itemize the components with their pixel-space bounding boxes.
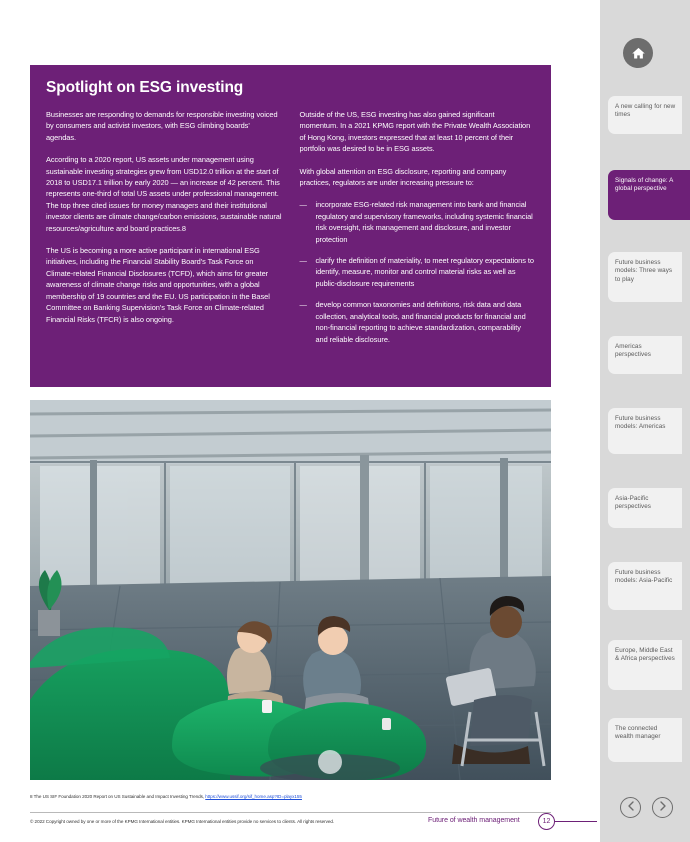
- footer-document-title: Future of wealth management: [428, 817, 520, 824]
- home-button[interactable]: [623, 38, 653, 68]
- sidebar-item-americas-perspectives[interactable]: [608, 336, 682, 374]
- sidebar-item-future-business-models-americas[interactable]: [608, 408, 682, 454]
- sidebar-item-asia-pacific-perspectives[interactable]: [608, 488, 682, 528]
- sidebar-item-label: Signals of change: A global perspective: [615, 177, 674, 193]
- footnote-text: 8 The US SIF Foundation 2020 Report on US Sustainable and Impact Investing Trends,: [30, 794, 206, 799]
- footnote: [30, 794, 551, 800]
- spotlight-right-paragraph-2: With global attention on ESG disclosure, reporting and company practices, regulators are under increasing pressure to:: [299, 166, 507, 188]
- spotlight-left-paragraph-1: Businesses are responding to demands for responsible investing voiced by consumers and activist investors, with ESG climbing boards' agendas.: [46, 110, 278, 142]
- spotlight-panel: [30, 65, 551, 387]
- sidebar-item-label: Americas perspectives: [615, 343, 651, 359]
- list-item: — clarify the definition of materiality, to meet regulatory expectations to identify, measure, monitor and control material risks as well as public-disclosure requirements: [300, 255, 536, 289]
- next-page-button[interactable]: [652, 797, 673, 818]
- sidebar-item-label: Future business models: Three ways to play: [615, 259, 673, 283]
- page-number: 12: [538, 813, 555, 830]
- section-navigation-rail[interactable]: [600, 0, 690, 842]
- sidebar-item-label: Europe, Middle East & Africa perspectives: [615, 647, 675, 663]
- home-icon: [631, 46, 646, 61]
- sidebar-item-the-connected-wealth-manager[interactable]: [608, 718, 682, 762]
- spotlight-columns: [46, 109, 535, 355]
- previous-page-button[interactable]: [620, 797, 641, 818]
- sidebar-item-label: A new calling for new times: [615, 103, 676, 119]
- list-item: — develop common taxonomies and definitions, risk data and data collection, analytical tools, and financial products for financial and non-financial reporting to achieve standardization, comparability and reliable disclosure.: [300, 299, 536, 345]
- sidebar-item-label: Future business models: Asia-Pacific: [615, 569, 673, 585]
- chevron-left-icon: [627, 801, 635, 814]
- footnote-link[interactable]: https://www.ussif.org/sif_home.asp?ID=playx155: [205, 794, 302, 799]
- spotlight-right-paragraph-1: Outside of the US, ESG investing has also gained significant momentum. In a 2021 KPMG report with the Private Wealth Association of Hong Kong, investors expressed that at least 10 percent of their portfolio was desired to be in ESG assets.: [299, 110, 531, 154]
- spotlight-left-paragraph-3: The US is becoming a more active participant in international ESG initiatives, including the Financial Stability Board's Task Force on Climate-related Financial Disclosures (TCFD), which aims for greater awareness of climate change risks and opportunities, with a global membership of 19 countries and the EU. US participation in the Basel Committee on Banking Supervision's Task Force on Climate-related Financial Risks (TFCR) is also ongoing.: [46, 246, 270, 324]
- office-lounge-photo: [30, 400, 551, 780]
- spotlight-right-column: [300, 109, 536, 355]
- footer-divider: [30, 812, 551, 813]
- sidebar-item-label: Asia-Pacific perspectives: [615, 495, 651, 511]
- chevron-right-icon: [659, 801, 667, 814]
- sidebar-item-signals-of-change-a-global-perspective[interactable]: [608, 170, 690, 220]
- sidebar-item-a-new-calling-for-new-times[interactable]: [608, 96, 682, 134]
- sidebar-item-label: The connected wealth manager: [615, 725, 661, 741]
- sidebar-item-future-business-models-three-ways-to-play[interactable]: [608, 252, 682, 302]
- spotlight-bullet-list: [300, 199, 536, 344]
- spotlight-left-column: [46, 109, 282, 355]
- spotlight-left-paragraph-2: According to a 2020 report, US assets under management using sustainable investing strategies grew from USD12.0 trillion at the start of 2018 to USD17.1 trillion by early 2020 — an increase of 42 percent. This represents one-third of total US assets under professional management. The top three cited issues for money managers and their institutional investor clients are climate change/carbon emissions, sustainable natural resources/agriculture and board practices.8: [46, 155, 282, 233]
- spotlight-title: Spotlight on ESG investing: [46, 79, 244, 96]
- sidebar-item-europe-middle-east-africa-perspectives[interactable]: [608, 640, 682, 690]
- list-item: — incorporate ESG-related risk management into bank and financial regulatory and supervisory frameworks, including systemic financial risk oversight, risk management and disclosure, and investor protection: [300, 199, 536, 245]
- copyright-text: © 2022 Copyright owned by one or more of the KPMG International entities. KPMG International entities provide no services to clients. All rights reserved.: [30, 819, 335, 824]
- sidebar-item-future-business-models-asia-pacific[interactable]: [608, 562, 682, 610]
- sidebar-item-label: Future business models: Americas: [615, 415, 666, 431]
- footer-rule: [555, 821, 597, 822]
